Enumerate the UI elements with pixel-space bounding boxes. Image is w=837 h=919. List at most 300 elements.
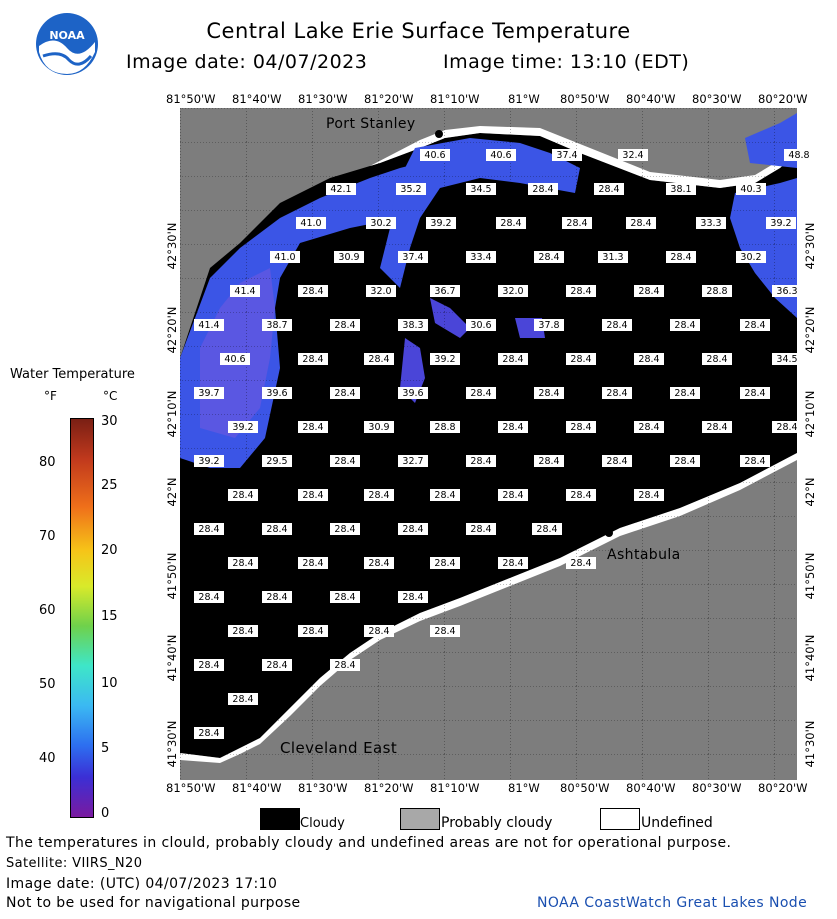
temp-value: 28.4 (674, 388, 696, 399)
temp-label (466, 319, 496, 331)
temp-label (420, 149, 450, 161)
temp-value: 28.4 (302, 422, 324, 433)
legend-cloudy-label: Cloudy (300, 816, 345, 831)
temp-value: 37.4 (402, 252, 424, 263)
temp-value: 28.4 (302, 626, 324, 637)
temp-value: 28.4 (470, 456, 492, 467)
temp-value: 36.7 (434, 286, 456, 297)
temp-label (466, 183, 496, 195)
lat-label: 41°40'N (803, 634, 817, 682)
temp-label (566, 353, 596, 365)
temp-value: 32.0 (370, 286, 392, 297)
temp-value: 28.4 (502, 558, 524, 569)
temp-value: 39.6 (402, 388, 424, 399)
temp-value: 28.4 (776, 422, 798, 433)
temp-value: 28.4 (502, 490, 524, 501)
temp-value: 39.2 (430, 218, 452, 229)
temp-value: 28.4 (744, 320, 766, 331)
temp-value: 39.2 (198, 456, 220, 467)
temp-value: 28.4 (538, 388, 560, 399)
temp-value: 28.4 (570, 354, 592, 365)
temp-value: 38.7 (266, 320, 288, 331)
temp-value: 30.2 (740, 252, 762, 263)
lon-label: 80°20'W (758, 92, 808, 106)
temp-value: 28.4 (570, 490, 592, 501)
temp-label (430, 557, 460, 569)
temp-label (430, 421, 460, 433)
temp-value: 28.4 (744, 388, 766, 399)
temp-value: 28.4 (744, 456, 766, 467)
temp-label (298, 421, 328, 433)
temp-label (296, 217, 326, 229)
lon-label: 81°20'W (364, 781, 414, 795)
temp-label (670, 387, 700, 399)
temp-value: 28.8 (434, 422, 456, 433)
lat-label: 41°30'N (803, 720, 817, 768)
temp-value: 40.6 (424, 150, 446, 161)
temp-label (330, 523, 360, 535)
temp-label (364, 353, 394, 365)
temp-label (740, 319, 770, 331)
temp-label (498, 421, 528, 433)
temp-label (702, 353, 732, 365)
temp-label (496, 217, 526, 229)
cleveland-east-marker (268, 709, 276, 717)
temp-label (736, 183, 766, 195)
temp-label (398, 455, 428, 467)
temp-value: 28.4 (266, 660, 288, 671)
f-tick: 40 (39, 751, 56, 766)
temp-label (626, 217, 656, 229)
temp-label (740, 387, 770, 399)
temp-value: 28.4 (638, 286, 660, 297)
temp-label (486, 149, 516, 161)
colorbar-title: Water Temperature (10, 367, 135, 382)
temp-value: 39.2 (770, 218, 792, 229)
f-tick: 70 (39, 529, 56, 544)
lon-label: 81°50'W (166, 781, 216, 795)
lat-label: 41°50'N (165, 552, 179, 600)
f-tick: 50 (39, 677, 56, 692)
temp-label (228, 625, 258, 637)
temp-label (528, 183, 558, 195)
temp-value: 28.4 (198, 728, 220, 739)
temp-value: 40.6 (224, 354, 246, 365)
temp-value: 39.7 (198, 388, 220, 399)
temp-value: 28.4 (570, 422, 592, 433)
temp-value: 28.4 (302, 558, 324, 569)
lon-label: 80°50'W (560, 781, 610, 795)
temp-label (552, 149, 582, 161)
bottom-lon-axis (0, 781, 837, 797)
temp-label (396, 183, 426, 195)
temp-value: 41.4 (234, 286, 256, 297)
unit-fahrenheit: °F (44, 389, 57, 403)
temp-label (398, 251, 428, 263)
ashtabula-marker (605, 529, 613, 537)
temp-label (532, 523, 562, 535)
c-tick: 25 (101, 478, 118, 493)
lat-label: 42°N (803, 477, 817, 507)
port-stanley-label: Port Stanley (326, 116, 416, 132)
legend-probably-cloudy-swatch (400, 808, 440, 830)
temp-value: 28.4 (302, 490, 324, 501)
temp-label (702, 285, 732, 297)
temp-value: 37.4 (556, 150, 578, 161)
temp-label (298, 489, 328, 501)
left-lat-svg (162, 108, 180, 780)
right-lat-axis (800, 108, 818, 780)
temp-value: 37.8 (538, 320, 560, 331)
temp-value: 28.4 (538, 456, 560, 467)
lon-label: 81°10'W (430, 92, 480, 106)
ashtabula-label: Ashtabula (607, 547, 681, 563)
temp-label (334, 251, 364, 263)
lon-label: 81°40'W (232, 781, 282, 795)
colorbar (70, 418, 94, 818)
temp-value: 36.3 (776, 286, 798, 297)
temp-label (430, 353, 460, 365)
temp-value: 28.4 (334, 320, 356, 331)
temp-value: 38.3 (402, 320, 424, 331)
temp-value: 28.4 (532, 184, 554, 195)
temp-value: 28.8 (706, 286, 728, 297)
temp-label (330, 319, 360, 331)
top-lon-axis (0, 92, 837, 108)
temp-label (330, 387, 360, 399)
temp-value: 40.3 (740, 184, 762, 195)
temp-value: 28.4 (334, 524, 356, 535)
temp-value: 32.0 (502, 286, 524, 297)
lon-label: 81°50'W (166, 92, 216, 106)
f-tick: 80 (39, 455, 56, 470)
temp-label (598, 251, 628, 263)
temp-value: 30.2 (370, 218, 392, 229)
temp-label (194, 591, 224, 603)
temp-label (740, 455, 770, 467)
c-tick: 10 (101, 676, 118, 691)
temp-value: 28.4 (502, 422, 524, 433)
temp-value: 28.4 (334, 660, 356, 671)
temp-value: 28.4 (570, 286, 592, 297)
lat-label: 42°20'N (803, 306, 817, 354)
temp-label (430, 285, 460, 297)
temp-label (330, 455, 360, 467)
lat-label: 42°20'N (165, 306, 179, 354)
temp-label (194, 523, 224, 535)
temp-label (534, 251, 564, 263)
temp-value: 28.4 (402, 524, 424, 535)
temp-value: 28.4 (630, 218, 652, 229)
temp-label (594, 183, 624, 195)
satellite-text: Satellite: VIIRS_N20 (6, 856, 143, 871)
lon-label: 81°W (508, 781, 540, 795)
temp-value: 32.4 (622, 150, 644, 161)
temp-label (466, 387, 496, 399)
utc-date-text: Image date: (UTC) 04/07/2023 17:10 (6, 876, 278, 892)
lon-label: 81°40'W (232, 92, 282, 106)
temp-label (228, 421, 258, 433)
temp-label (366, 285, 396, 297)
lat-label: 42°30'N (165, 222, 179, 270)
temp-label (602, 319, 632, 331)
noaa-credit: NOAA CoastWatch Great Lakes Node (537, 895, 808, 911)
temp-value: 28.4 (232, 490, 254, 501)
temp-label (566, 557, 596, 569)
temp-value: 28.4 (334, 592, 356, 603)
temp-value: 28.4 (638, 354, 660, 365)
temp-value: 28.4 (334, 388, 356, 399)
temp-value: 28.4 (606, 320, 628, 331)
temp-label (298, 557, 328, 569)
temp-label (398, 387, 428, 399)
temp-label (298, 353, 328, 365)
temp-value: 28.4 (470, 388, 492, 399)
grid-overlay (180, 108, 797, 780)
temp-value: 28.4 (368, 354, 390, 365)
image-date: Image date: 04/07/2023 (126, 51, 368, 73)
lon-label: 80°30'W (692, 781, 742, 795)
temp-value: 30.9 (368, 422, 390, 433)
lat-label: 41°40'N (165, 634, 179, 682)
temp-label (466, 523, 496, 535)
temp-value: 28.4 (198, 660, 220, 671)
lat-label: 42°10'N (803, 390, 817, 438)
temp-value: 28.4 (368, 558, 390, 569)
temp-label (566, 285, 596, 297)
temp-label (736, 251, 766, 263)
temp-label (270, 251, 300, 263)
legend-undefined-swatch (600, 808, 640, 830)
temp-value: 28.4 (566, 218, 588, 229)
temp-label (194, 659, 224, 671)
temp-value: 28.4 (706, 354, 728, 365)
temp-value: 28.4 (502, 354, 524, 365)
temp-label (498, 353, 528, 365)
temp-label (534, 319, 564, 331)
temp-label (618, 149, 648, 161)
temp-value: 32.7 (402, 456, 424, 467)
temp-value: 28.4 (606, 456, 628, 467)
lon-label: 80°20'W (758, 781, 808, 795)
c-tick: 20 (101, 543, 118, 558)
temp-value: 28.4 (232, 626, 254, 637)
c-tick: 15 (101, 609, 118, 624)
temp-value: 48.8 (788, 150, 810, 161)
temp-label (498, 557, 528, 569)
temp-value: 28.4 (536, 524, 558, 535)
lat-label: 42°10'N (165, 390, 179, 438)
temp-value: 28.4 (538, 252, 560, 263)
temp-label (194, 727, 224, 739)
legend-undefined-label: Undefined (641, 815, 713, 831)
temp-label (670, 319, 700, 331)
svg-text:NOAA: NOAA (49, 29, 85, 42)
temp-label (430, 625, 460, 637)
unit-celsius: °C (103, 389, 118, 403)
lon-label: 81°10'W (430, 781, 480, 795)
temp-label (696, 217, 726, 229)
temp-label (634, 285, 664, 297)
temp-label (566, 421, 596, 433)
lon-label: 81°20'W (364, 92, 414, 106)
legend-probably-cloudy-label: Probably cloudy (441, 815, 553, 831)
temp-value: 39.6 (266, 388, 288, 399)
temp-value: 28.4 (198, 592, 220, 603)
temp-value: 28.4 (470, 524, 492, 535)
temp-label (262, 591, 292, 603)
temp-value: 30.9 (338, 252, 360, 263)
lon-label: 80°50'W (560, 92, 610, 106)
temp-label (262, 455, 292, 467)
temp-value: 28.4 (232, 558, 254, 569)
temp-label (366, 217, 396, 229)
temp-label (298, 285, 328, 297)
lat-label: 42°N (165, 477, 179, 507)
temp-value: 34.5 (470, 184, 492, 195)
temp-label (772, 353, 802, 365)
temp-label (194, 319, 224, 331)
temp-label (634, 421, 664, 433)
temp-value: 28.4 (368, 626, 390, 637)
temp-label (262, 319, 292, 331)
temp-label (602, 455, 632, 467)
map-title: Central Lake Erie Surface Temperature (206, 19, 631, 43)
temp-label (430, 489, 460, 501)
temp-label (602, 387, 632, 399)
temp-value: 28.4 (266, 524, 288, 535)
lat-label: 42°30'N (803, 222, 817, 270)
temp-label (364, 421, 394, 433)
temp-value: 28.4 (638, 490, 660, 501)
cleveland-east-label: Cleveland East (280, 739, 398, 757)
lon-label: 81°W (508, 92, 540, 106)
temp-label (262, 387, 292, 399)
temp-value: 28.4 (302, 354, 324, 365)
temp-label (262, 659, 292, 671)
temp-value: 28.4 (434, 626, 456, 637)
temp-value: 30.6 (470, 320, 492, 331)
temp-label (670, 455, 700, 467)
temp-value: 28.4 (500, 218, 522, 229)
lon-label: 81°30'W (298, 781, 348, 795)
temp-label (766, 217, 796, 229)
lat-label: 41°30'N (165, 720, 179, 768)
left-lat-axis (162, 108, 180, 780)
c-tick: 5 (101, 741, 110, 756)
temp-label (398, 591, 428, 603)
temp-label (220, 353, 250, 365)
temp-value: 39.2 (434, 354, 456, 365)
temp-value: 28.4 (706, 422, 728, 433)
lon-label: 81°30'W (298, 92, 348, 106)
temp-value: 31.3 (602, 252, 624, 263)
temp-value: 38.1 (670, 184, 692, 195)
legend-cloudy-swatch (260, 808, 300, 830)
temp-label (634, 353, 664, 365)
lon-label: 80°40'W (626, 92, 676, 106)
temp-value: 33.4 (470, 252, 492, 263)
temp-value: 34.5 (776, 354, 798, 365)
temp-value: 28.4 (570, 558, 592, 569)
lon-label: 80°40'W (626, 781, 676, 795)
temp-value: 40.6 (490, 150, 512, 161)
temp-value: 28.4 (302, 286, 324, 297)
temp-label (330, 591, 360, 603)
temp-label (364, 557, 394, 569)
temp-label (772, 421, 802, 433)
temp-value: 28.4 (434, 490, 456, 501)
disclaimer-text: The temperatures in clould, probably cloudy and undefined areas are not for operational purpose. (6, 835, 732, 851)
temp-value: 41.0 (274, 252, 296, 263)
temp-value: 28.4 (368, 490, 390, 501)
temp-label (666, 183, 696, 195)
temp-label (534, 387, 564, 399)
temp-label (364, 625, 394, 637)
lat-label: 41°50'N (803, 552, 817, 600)
temp-value: 28.4 (402, 592, 424, 603)
temp-value: 41.0 (300, 218, 322, 229)
temp-label (228, 557, 258, 569)
temp-value: 41.4 (198, 320, 220, 331)
temp-label (364, 489, 394, 501)
temp-value: 28.4 (638, 422, 660, 433)
temp-label (634, 489, 664, 501)
temp-value: 35.2 (400, 184, 422, 195)
temp-value: 28.4 (232, 694, 254, 705)
right-lat-svg (800, 108, 818, 780)
temp-label (298, 625, 328, 637)
temp-label (398, 319, 428, 331)
temp-label (326, 183, 356, 195)
f-tick: 60 (39, 603, 56, 618)
temp-value: 28.4 (674, 456, 696, 467)
temp-label (562, 217, 592, 229)
temp-value: 28.4 (434, 558, 456, 569)
temp-label (262, 523, 292, 535)
temp-value: 28.4 (334, 456, 356, 467)
temp-label (426, 217, 456, 229)
temp-label (498, 285, 528, 297)
temp-label (534, 455, 564, 467)
temp-label (666, 251, 696, 263)
temp-value: 28.4 (598, 184, 620, 195)
temp-label (498, 489, 528, 501)
temp-value: 28.4 (198, 524, 220, 535)
temp-label (566, 489, 596, 501)
temp-label (702, 421, 732, 433)
temp-label (772, 285, 802, 297)
temp-label (194, 387, 224, 399)
temp-label (330, 659, 360, 671)
image-time: Image time: 13:10 (EDT) (443, 51, 690, 73)
temp-label (230, 285, 260, 297)
temp-value: 28.4 (674, 320, 696, 331)
navigation-warning: Not to be used for navigational purpose (6, 895, 301, 911)
temp-value: 29.5 (266, 456, 288, 467)
temp-value: 39.2 (232, 422, 254, 433)
temp-value: 28.4 (670, 252, 692, 263)
temp-value: 28.4 (606, 388, 628, 399)
temp-label (228, 693, 258, 705)
temp-value: 42.1 (330, 184, 352, 195)
temp-label (784, 149, 814, 161)
c-tick: 0 (101, 806, 110, 821)
temp-value: 33.3 (700, 218, 722, 229)
temp-label (466, 455, 496, 467)
c-tick: 30 (101, 414, 118, 429)
lon-label: 80°30'W (692, 92, 742, 106)
